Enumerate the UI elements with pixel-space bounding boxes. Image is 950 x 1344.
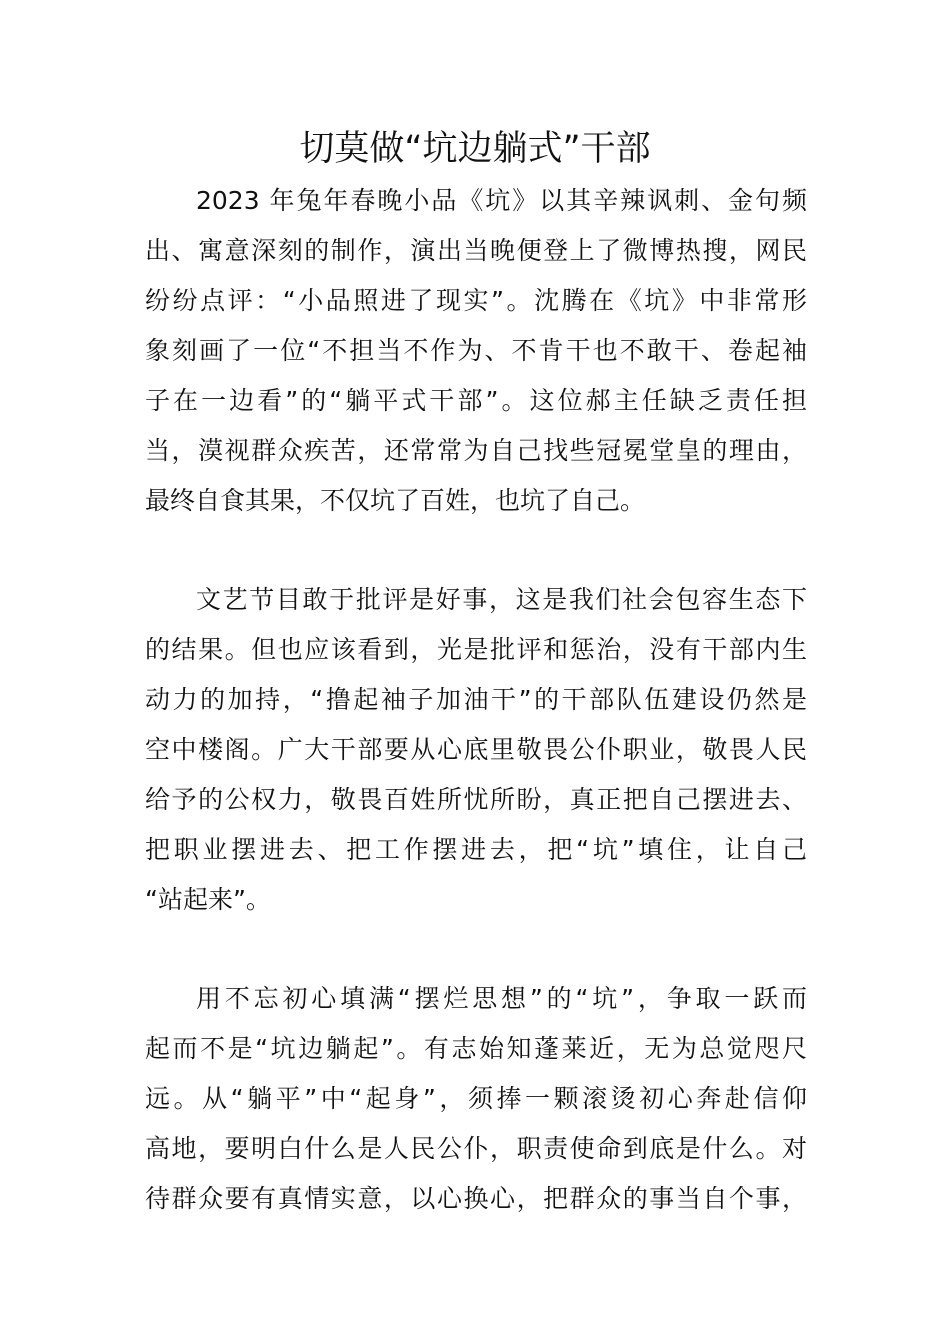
paragraph-line: 动力的加持，“撸起袖子加油干”的干部队伍建设仍然是 xyxy=(145,685,807,714)
document-title: 切莫做“坑边躺式”干部 xyxy=(299,129,651,169)
paragraph-line: 用不忘初心填满“摆烂思想”的“坑”，争取一跃而 xyxy=(196,984,807,1013)
paragraph-line: 文艺节目敢于批评是好事，这是我们社会包容生态下 xyxy=(196,585,807,614)
paragraph-line: 高地，要明白什么是人民公仆，职责使命到底是什么。对 xyxy=(145,1134,807,1163)
paragraph-1 xyxy=(145,176,807,526)
paragraph-line: 最终自食其果，不仅坑了百姓，也坑了自己。 xyxy=(145,486,646,515)
paragraph-line: 2023 年兔年春晚小品《坑》以其辛辣讽刺、金句频 xyxy=(196,186,807,215)
paragraph-line: 起而不是“坑边躺起”。有志始知蓬莱近，无为总觉咫尺 xyxy=(145,1034,807,1063)
paragraph-3 xyxy=(145,974,807,1224)
paragraph-line: 子在一边看”的“躺平式干部”。这位郝主任缺乏责任担 xyxy=(145,386,807,415)
paragraph-line: 待群众要有真情实意，以心换心，把群众的事当自个事， xyxy=(145,1184,807,1213)
paragraph-line: 当，漠视群众疾苦，还常常为自己找些冠冕堂皇的理由， xyxy=(145,436,807,465)
paragraph-2 xyxy=(145,575,807,925)
paragraph-line: 空中楼阁。广大干部要从心底里敬畏公仆职业，敬畏人民 xyxy=(145,735,807,764)
paragraph-line: “站起来”。 xyxy=(145,885,271,914)
paragraph-line: 把职业摆进去、把工作摆进去，把“坑”填住，让自己 xyxy=(145,835,807,864)
paragraph-line: 象刻画了一位“不担当不作为、不肯干也不敢干、卷起袖 xyxy=(145,336,807,365)
paragraph-line: 的结果。但也应该看到，光是批评和惩治，没有干部内生 xyxy=(145,635,807,664)
paragraph-line: 出、寓意深刻的制作，演出当晚便登上了微博热搜，网民 xyxy=(145,236,807,265)
paragraph-line: 给予的公权力，敬畏百姓所忧所盼，真正把自己摆进去、 xyxy=(145,785,807,814)
paragraph-line: 纷纷点评：“小品照进了现实”。沈腾在《坑》中非常形 xyxy=(145,286,807,315)
paragraph-line: 远。从“躺平”中“起身”，须捧一颗滚烫初心奔赴信仰 xyxy=(145,1084,807,1113)
